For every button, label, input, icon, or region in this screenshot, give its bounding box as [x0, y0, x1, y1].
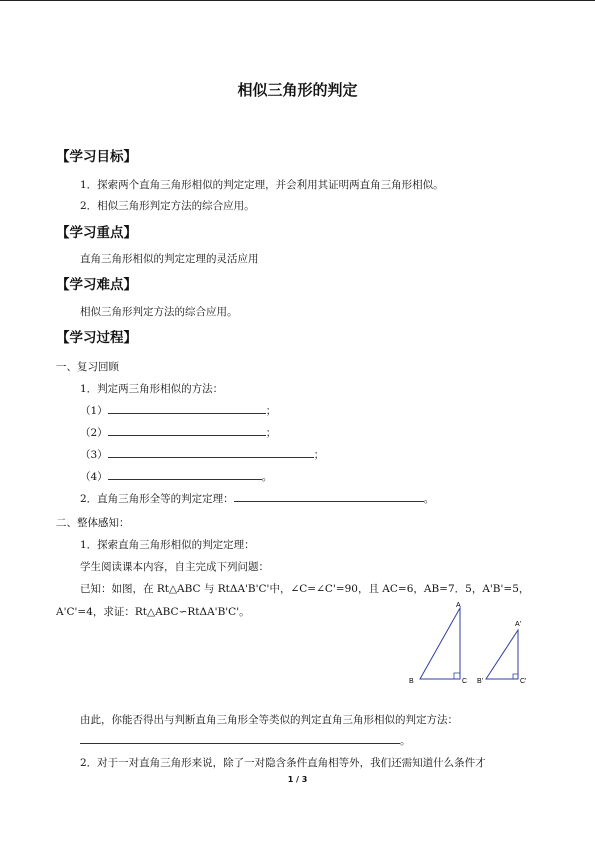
answer-blank[interactable]: [234, 491, 424, 502]
vertex-a-prime-label: A': [515, 621, 522, 628]
vertex-a-label: A: [456, 602, 461, 609]
triangles-figure: [398, 598, 538, 690]
goal-2: 2．相似三角形判定方法的综合应用。: [80, 200, 255, 212]
item-end: 。: [261, 471, 273, 483]
top-rule: [0, 0, 595, 1]
question-end: 。: [423, 493, 435, 505]
answer-blank[interactable]: [80, 733, 400, 744]
review-question-1: 1．判定两三角形相似的方法：: [80, 383, 224, 395]
process-heading: 【学习过程】: [56, 330, 137, 346]
review-item-3: [80, 447, 324, 462]
item-number: （1）: [80, 405, 108, 417]
review-item-4: [80, 469, 272, 484]
review-item-1: [80, 403, 276, 418]
goal-1: 1．探索两个直角三角形相似的判定定理，并会利用其证明两直角三角形相似。: [80, 179, 444, 191]
page-title: 相似三角形的判定: [237, 81, 358, 99]
big-triangle: [409, 602, 467, 685]
overall-instruction: 学生阅读课本内容，自主完成下列问题：: [80, 561, 269, 573]
item-number: （2）: [80, 427, 108, 439]
item-number: （3）: [80, 449, 108, 461]
overall-title: 二、整体感知：: [56, 517, 130, 529]
vertex-c-label: C: [462, 678, 468, 685]
answer-blank[interactable]: [108, 425, 266, 436]
answer-blank[interactable]: [108, 447, 314, 458]
question-text: 2．直角三角形全等的判定定理：: [80, 493, 234, 505]
difficulty-text: 相似三角形判定方法的综合应用。: [80, 306, 238, 318]
difficulty-heading: 【学习难点】: [56, 277, 137, 293]
review-title: 一、复习回顾: [56, 361, 119, 373]
item-number: （4）: [80, 471, 108, 483]
small-triangle: [477, 621, 526, 685]
key-heading: 【学习重点】: [56, 225, 137, 241]
page-number: 1 / 3: [287, 775, 308, 784]
vertex-b-label: B: [409, 678, 414, 685]
vertex-c-prime-label: C': [520, 678, 527, 685]
conclusion-text: 由此，你能否得出与判断直角三角形全等类似的判定直角三角形相似的判定方法：: [80, 714, 458, 726]
overall-question-1: 1．探索直角三角形相似的判定定理：: [80, 539, 255, 551]
item-end: ；: [265, 405, 277, 417]
overall-question-2: 2．对于一对直角三角形来说，除了一对隐含条件直角相等外，我们还需知道什么条件才: [80, 757, 486, 769]
item-end: ；: [313, 449, 325, 461]
review-question-2: [80, 491, 434, 506]
vertex-b-prime-label: B': [477, 678, 484, 685]
conclusion-end: 。: [400, 735, 411, 747]
conclusion-blank-line: [80, 733, 411, 748]
review-item-2: [80, 425, 276, 440]
item-end: ；: [265, 427, 277, 439]
key-text: 直角三角形相似的判定定理的灵活应用: [80, 253, 259, 265]
known-line-1: 已知：如图，在 Rt△ABC 与 RtΔA'B'C'中，∠C=∠C'=90，且 AC=6，AB=7．5，A'B'=5，: [80, 583, 530, 595]
answer-blank[interactable]: [108, 403, 266, 414]
goals-heading: 【学习目标】: [56, 149, 137, 165]
known-line-2: A'C'=4，求证：Rt△ABC∽RtΔA'B'C'。: [56, 606, 250, 618]
answer-blank[interactable]: [108, 469, 262, 480]
